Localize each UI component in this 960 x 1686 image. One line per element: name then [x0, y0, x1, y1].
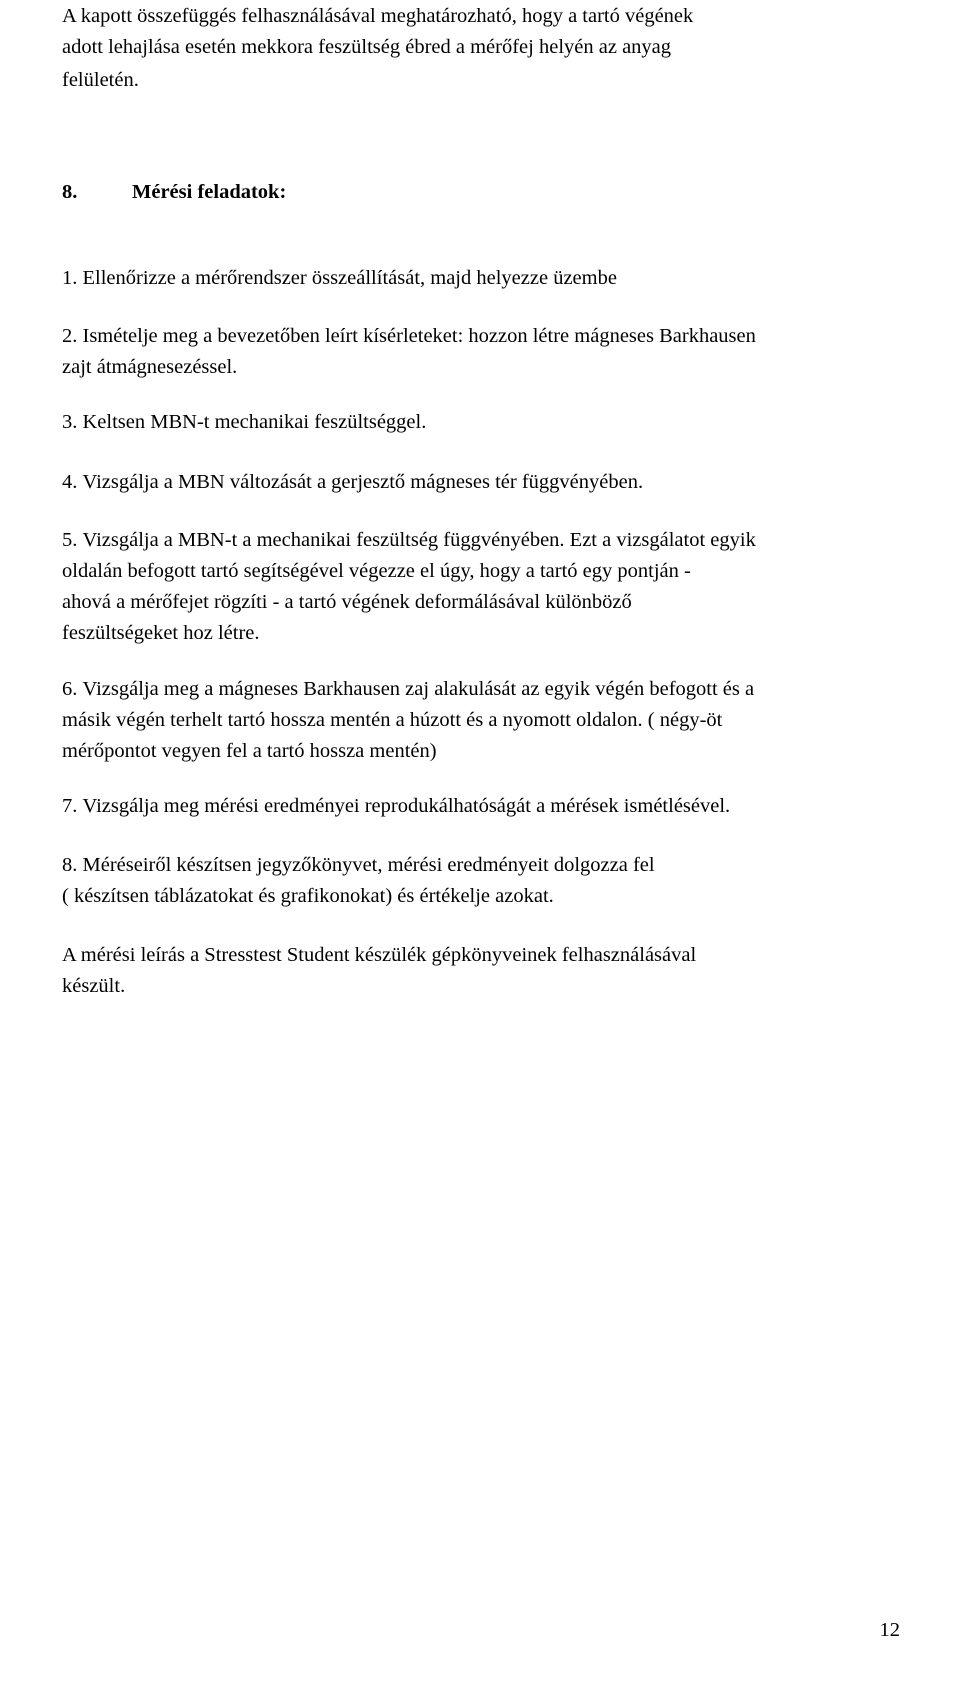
task-8-line-1: Méréseiről készítsen jegyzőkönyvet, mérési eredményeit dolgozza fel [82, 854, 655, 876]
task-7-number: 7. [62, 795, 78, 817]
closing-line-1: A mérési leírás a Stresstest Student készülék gépkönyveinek felhasználásával [62, 944, 697, 966]
page-number: 12 [879, 1619, 900, 1641]
closing-line-2: készült. [62, 975, 126, 997]
task-4-number: 4. [62, 471, 78, 493]
task-4-line-1: Vizsgálja a MBN változását a gerjesztő mágneses tér függvényében. [82, 471, 644, 493]
task-3-line-1: Keltsen MBN-t mechanikai feszültséggel. [82, 411, 427, 433]
task-5-line-3: ahová a mérőfejet rögzíti - a tartó végének deformálásával különböző [62, 591, 632, 613]
section-number: 8. [62, 181, 78, 203]
task-3-number: 3. [62, 411, 78, 433]
section-title: Mérési feladatok: [132, 181, 287, 203]
task-6-line-2: másik végén terhelt tartó hossza mentén a húzott és a nyomott oldalon. ( négy-öt [62, 709, 723, 731]
task-1-number: 1. [62, 267, 78, 289]
task-5-number: 5. [62, 529, 78, 551]
task-8-number: 8. [62, 854, 78, 876]
task-2-line-1: Ismételje meg a bevezetőben leírt kísérleteket: hozzon létre mágneses Barkhausen [82, 325, 756, 347]
task-5-line-2: oldalán befogott tartó segítségével végezze el úgy, hogy a tartó egy pontján - [62, 560, 691, 582]
task-6-line-3: mérőpontot vegyen fel a tartó hossza mentén) [62, 740, 437, 762]
task-5-line-4: feszültségeket hoz létre. [62, 622, 260, 644]
intro-line-3: felületén. [62, 69, 139, 91]
task-7-line-1: Vizsgálja meg mérési eredményei reprodukálhatóságát a mérések ismétlésével. [82, 795, 731, 817]
intro-line-1: A kapott összefüggés felhasználásával meghatározható, hogy a tartó végének [62, 5, 694, 27]
task-2-number: 2. [62, 325, 78, 347]
intro-line-2: adott lehajlása esetén mekkora feszültség ébred a mérőfej helyén az anyag [62, 36, 672, 58]
task-6-number: 6. [62, 678, 78, 700]
task-5-line-1: Vizsgálja a MBN-t a mechanikai feszültség függvényében. Ezt a vizsgálatot egyik [82, 529, 756, 551]
task-2-line-2: zajt átmágnesezéssel. [62, 356, 238, 378]
task-6-line-1: Vizsgálja meg a mágneses Barkhausen zaj alakulását az egyik végén befogott és a [82, 678, 755, 700]
task-8-line-2: ( készítsen táblázatokat és grafikonokat) és értékelje azokat. [62, 885, 554, 907]
task-1-line-1: Ellenőrizze a mérőrendszer összeállítását, majd helyezze üzembe [82, 267, 617, 289]
